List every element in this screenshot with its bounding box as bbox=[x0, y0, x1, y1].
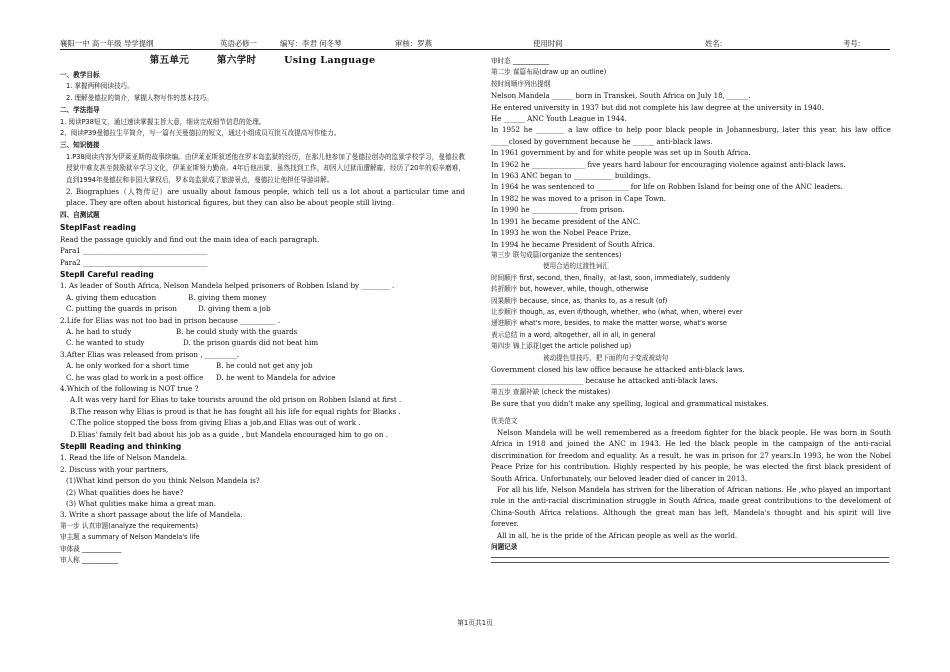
q4-option-a[interactable]: A.It was very hard for Elias to take tourists around the old prison on Robben Island at first . bbox=[70, 395, 402, 405]
transition-line: 让步顺序 though, as, even if/though, whether, who (what, when, where) ever bbox=[491, 307, 743, 316]
timeline-line: In 1952 he ________ a law office to help poor black people in Johannesburg, later this year, his law office _____closed by government because he ______ anti-black laws. bbox=[491, 125, 891, 146]
q4-option-c[interactable]: C.The police stopped the boss from giving Elias a job,and Elias was out of work . bbox=[70, 418, 361, 428]
question-1-options-row bbox=[60, 303, 465, 314]
name-label: 姓名: bbox=[705, 39, 723, 48]
q2-option-b[interactable]: B. he could study with the guards bbox=[176, 326, 298, 336]
question-3-options-row bbox=[60, 372, 465, 383]
topic-title: Using Language bbox=[284, 55, 376, 66]
reading-task-line: (2) What qualities does he have? bbox=[66, 487, 184, 497]
right-column bbox=[491, 56, 891, 566]
writing-person-blank[interactable]: 审人称 ___________ bbox=[60, 556, 119, 565]
writing-theme: 审主题 a summary of Nelson Mandela's life bbox=[60, 533, 200, 542]
transition-line: 因果顺序 because, since, as, thanks to, as a result (of) bbox=[491, 296, 668, 305]
goal-item: 2. 理解曼德拉的简介，掌握人物写作的基本技巧。 bbox=[66, 93, 213, 102]
timeline-line: In 1961 government by and for white people was set up in South Africa. bbox=[491, 148, 751, 158]
writing-step-4-sub: 被动提色显技巧，把下面的句子变成被动句 bbox=[543, 353, 669, 362]
timeline-line: In 1991 he became president of the ANC. bbox=[491, 216, 641, 226]
method-item: 1. 阅读P38短文，通过速读掌握主旨大意，细读完成细节信息的处理。 bbox=[60, 117, 266, 126]
timeline-line: In 1990 he _____________ from prison. bbox=[491, 205, 625, 215]
q4-option-b[interactable]: B.The reason why Elias is proud is that he has fought all his life for equal rights for Blacks . bbox=[70, 406, 401, 416]
writing-step-5-text: Be sure that you didn't make any spelling, logical and grammatical mistakes. bbox=[491, 399, 769, 409]
goal-item: 1. 掌握两种阅读技巧。 bbox=[66, 82, 134, 91]
timeline-line: In 1994 he became President of South Africa. bbox=[491, 239, 656, 249]
question-1: 1. As leader of South Africa, Nelson Mandela helped prisoners of Robben Island by ________ . bbox=[60, 281, 395, 291]
page-footer: 第1页共1页 bbox=[457, 619, 493, 627]
method-item: 2、阅读P39曼德拉生平简介，写一篇有关曼德拉的短文，通过小组成员互批互改提高写作能力。 bbox=[60, 129, 341, 138]
step1-title: StepⅠFast reading bbox=[60, 223, 137, 233]
question-2-options-row bbox=[60, 337, 465, 348]
q1-option-d[interactable]: D. giving them a job bbox=[198, 304, 271, 314]
timeline-line: In 1982 he was moved to a prison in Cape Town. bbox=[491, 193, 667, 203]
model-essay-paragraph-2: For all his life, Nelson Mandela has striven for the liberation of African nations. He ,who played an important role in the anti-racial discrimination struggle in South Africa, made great contributions to the develoment of China-South Africa relations. Although the great man has left, Mandela's thought and his spirit will live forever. bbox=[491, 485, 891, 529]
q2-option-a[interactable]: A. he had to study bbox=[66, 326, 132, 336]
step1-instruction: Read the passage quickly and find out the main idea of each paragraph. bbox=[60, 234, 320, 244]
writing-step-2: 第二步 谋篇布局(draw up an outline) bbox=[491, 68, 607, 77]
section-knowledge-title: 三、知识链接 bbox=[60, 141, 100, 150]
q3-option-b[interactable]: B. he could not get any job bbox=[216, 361, 313, 371]
section-goals-title: 一、教学目标 bbox=[60, 71, 100, 79]
timeline-line: In 1993 he won the Nobel Peace Prize. bbox=[491, 228, 631, 238]
page-title bbox=[60, 54, 465, 68]
q2-option-d[interactable]: D. the prison guards did not beat him bbox=[183, 338, 319, 348]
school-label: 襄阳一中 高一年级 导学提纲 bbox=[60, 39, 154, 48]
q3-option-d[interactable]: D. he went to Mandela for advice bbox=[216, 372, 336, 382]
reviewer-label: 审核：罗燕 bbox=[395, 39, 432, 48]
section-method-title: 二、学法指导 bbox=[60, 106, 100, 115]
timeline-line: In 1962 he _______________ five years hard labour for encouraging violence against anti-black laws. bbox=[491, 159, 846, 169]
question-3-options-row bbox=[60, 360, 465, 371]
unit-title: 第五单元 bbox=[149, 55, 190, 66]
writing-tense-blank[interactable]: 审时态 ___________ bbox=[491, 57, 550, 65]
writing-step-3-sub: 使用合适的过渡性词汇 bbox=[543, 262, 609, 271]
exam-no-label: 考号: bbox=[843, 39, 861, 48]
step3-title: StepⅢ Reading and thinking bbox=[60, 442, 182, 451]
timeline-line: Nelson Mandela ______ born in Transkei, South Africa on July 18, ______. bbox=[491, 91, 751, 101]
knowledge-paragraph-1: 1.P38阅读内容为伊莱亚斯的故事续编。由伊莱亚斯叙述他在罗本岛监狱的经历，在那儿他参加了曼德拉创办的监狱学校学习，曼德拉教授狱中难友甚至鼓励狱卒学习文化，伊莱亚斯努力勤奋。4年后他出狱，虽然找到工作，却因入过狱而遭解雇，经历了20年的艰辛磨难，直到1994年曼德拉和非国大掌权后，罗本岛监狱成了旅游景点，曼德拉让他担任导游讲解。 bbox=[66, 152, 465, 184]
model-essay-paragraph-1: Nelson Mandela will be well remembered as a freedom fighter for the black people. He was born in South Africa in 1918 and joined the ANC in 1943. He led the black people in the campaign of the anti-racial discrimination for freedom and equality. As a result, he was in prison for 27 years.In 1993, he won the Nobel Peace Prize for his contribution. Highly respected by his people, he was elected the first black president of South Africa. Unfortunately, our beloved leader died of cancer in 2013. bbox=[491, 428, 891, 483]
timeline-line: In 1963 ANC began to ___________ buildings. bbox=[491, 171, 651, 181]
writing-genre-blank[interactable]: 审体裁 ____________ bbox=[60, 544, 122, 553]
usage-time-label: 使用时间 bbox=[533, 39, 563, 48]
question-2: 2.Life for Elias was not too bad in prison because __________ . bbox=[60, 315, 281, 325]
timeline-line: He ______ ANC Youth League in 1944. bbox=[491, 114, 627, 124]
q3-option-a[interactable]: A. he only worked for a short time bbox=[66, 361, 190, 371]
model-essay-title: 优美范文 bbox=[491, 416, 518, 425]
timeline-line: He entered university in 1937 but did not complete his law degree at the university in 1940. bbox=[491, 102, 824, 112]
q1-option-a[interactable]: A. giving them education bbox=[66, 292, 157, 302]
model-essay-paragraph-3: All in all, he is the pride of the African people as well as the world. bbox=[497, 530, 738, 540]
transition-line: 转折顺序 but, however, while, though, otherwise bbox=[491, 285, 649, 294]
period-title: 第六学时 bbox=[216, 55, 257, 66]
transition-line: 时间顺序 first, second, then, finally，at last, soon, immediately, suddenly bbox=[491, 273, 730, 282]
reading-task-line: 1. Read the life of Nelson Mandela. bbox=[60, 453, 188, 463]
reading-task-line: 3. Write a short passage about the life of Mandela. bbox=[60, 510, 243, 520]
answer-line[interactable] bbox=[491, 562, 889, 563]
knowledge-paragraph-2: 2. Biographies（人物传记）are usually about famous people, which tell us a lot about a particular time and place. They are often about historical figures, but they can also be about people still living. bbox=[66, 187, 465, 208]
section-test-title: 四、自测试题 bbox=[60, 210, 100, 219]
q1-option-b[interactable]: B. giving them money bbox=[188, 292, 267, 302]
passive-sentence: Government closed his law office because he attacked anti-black laws. bbox=[491, 364, 745, 374]
transition-line: 表示总结 in a word, altogether, all in all, in general bbox=[491, 330, 656, 339]
reading-task-line: (3) What qulities make hima a great man. bbox=[66, 499, 216, 509]
timeline-line: In 1964 he was sentenced to _________ for life on Robben Island for being one of the ANC leaders. bbox=[491, 182, 843, 192]
passive-sentence-blank[interactable]: __________________________ because he attacked anti-black laws. bbox=[491, 376, 718, 386]
writing-step-5: 第五步 查漏补缺 (check the mistakes) bbox=[491, 387, 611, 396]
header-divider bbox=[60, 49, 890, 50]
subject-label: 英语必修一 bbox=[220, 39, 257, 48]
step2-title: StepⅡ Careful reading bbox=[60, 269, 154, 279]
writing-step-3: 第三步 联句成篇(organize the sentences) bbox=[491, 250, 622, 259]
q3-option-c[interactable]: C. he was glad to work in a post office bbox=[66, 372, 204, 382]
para2-blank[interactable]: Para2 ___________________________________ bbox=[60, 257, 208, 267]
reading-task-line: (1)What kind person do you think Nelson Mandela is? bbox=[66, 476, 260, 486]
left-column bbox=[60, 54, 465, 566]
question-1-options-row bbox=[60, 292, 465, 303]
reading-task-line: 2. Discuss with your partners, bbox=[60, 464, 169, 474]
problem-record-title: 问题记录 bbox=[491, 543, 518, 552]
answer-line[interactable] bbox=[491, 557, 889, 558]
question-3: 3.After Elias was released from prison , _________. bbox=[60, 349, 239, 359]
q2-option-c[interactable]: C. he wanted to study bbox=[66, 338, 145, 348]
transition-line: 递进顺序 what's more, besides, to make the matter worse, what's worse bbox=[491, 319, 727, 328]
para1-blank[interactable]: Para1 ___________________________________ bbox=[60, 246, 208, 256]
writing-step-4: 第四步 锦上添花(get the article polished up) bbox=[491, 342, 632, 351]
q1-option-c[interactable]: C. putting the guards in prison bbox=[66, 304, 177, 314]
author-label: 编写：李君 何冬琴 bbox=[280, 39, 342, 48]
q4-option-d[interactable]: D.Elias' family felt bad about his job as a guide , but Mandela encouraged him to go on . bbox=[70, 429, 388, 439]
question-4: 4.Which of the following is NOT true ? bbox=[60, 383, 199, 393]
writing-step-2-sub: 按时间顺序列出提纲 bbox=[491, 79, 551, 88]
writing-step-1: 第一步 认真审题(analyze the requirements) bbox=[60, 521, 199, 530]
question-2-options-row bbox=[60, 326, 465, 337]
